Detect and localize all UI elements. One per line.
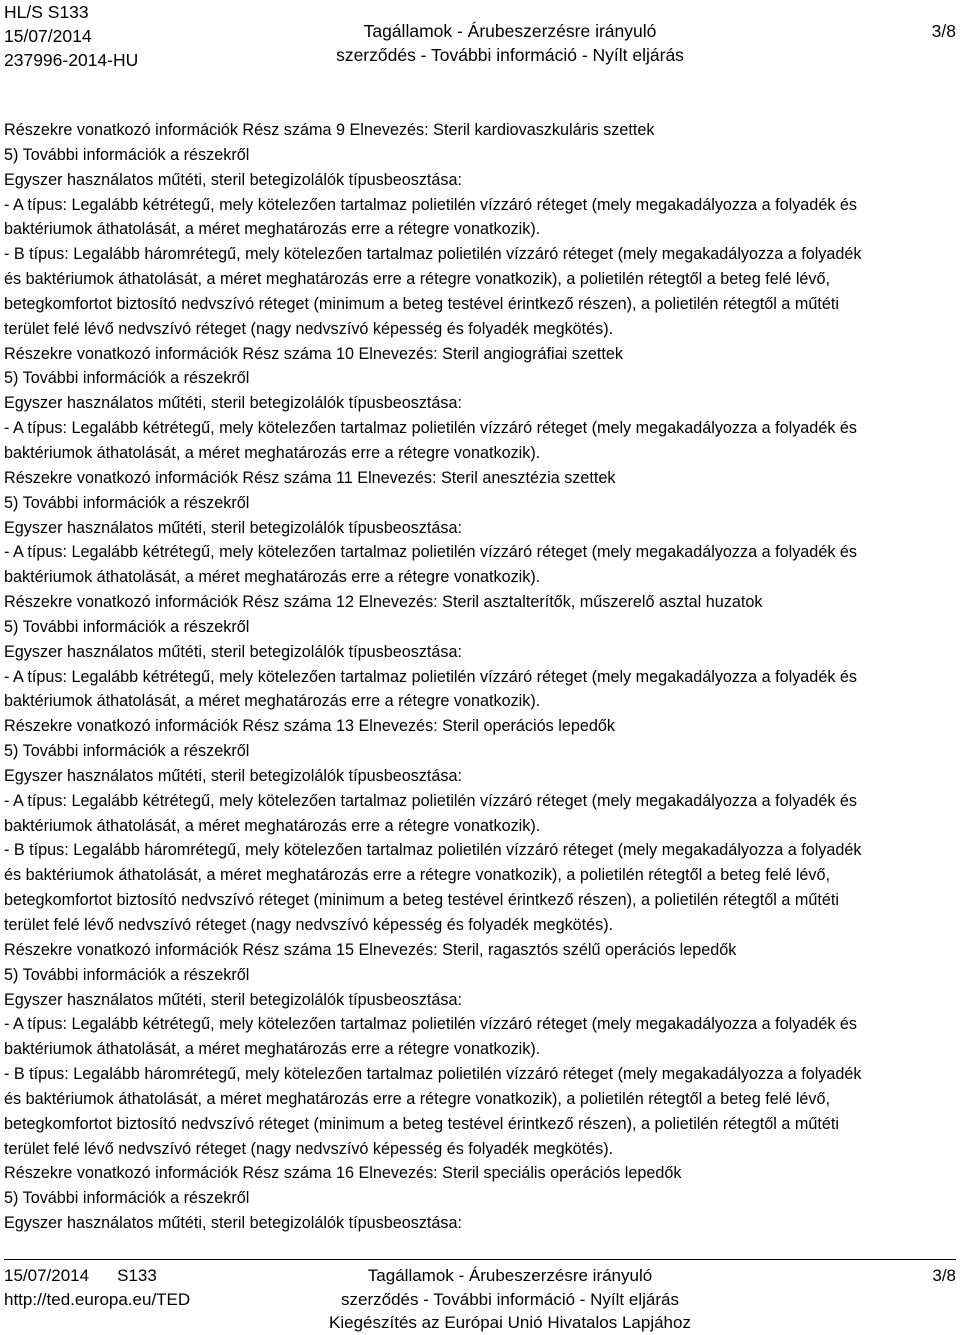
body-line: betegkomfortot biztosító nedvszívó réteget (minimum a beteg testével érintkező részen), a polietilén rétegtől a műtéti [4, 1114, 839, 1133]
body-line: és baktériumok áthatolását, a méret meghatározás erre a rétegre vonatkozik), a polietilén rétegtől a beteg felé lévő, [4, 866, 831, 885]
body-line: baktériumok áthatolását, a méret meghatározás erre a rétegre vonatkozik). [4, 692, 541, 711]
footer-date: 15/07/2014 [4, 1266, 90, 1285]
body-line: 5) További információk a részekről [4, 493, 250, 512]
body-line: Egyszer használatos műtéti, steril betegizolálók típusbeosztása: [4, 1214, 462, 1233]
footer-series: S133 [117, 1266, 157, 1285]
footer-left [4, 1264, 190, 1311]
body-line: és baktériumok áthatolását, a méret meghatározás erre a rétegre vonatkozik), a polietilén rétegtől a beteg felé lévő, [4, 1089, 831, 1108]
page-header [0, 0, 960, 72]
body-line: baktériumok áthatolását, a méret meghatározás erre a rétegre vonatkozik). [4, 1040, 541, 1059]
body-line: - B típus: Legalább háromrétegű, mely kötelezően tartalmaz polietilén vízzáró réteget (mely megakadályozza a folyadék [4, 841, 862, 860]
body-line: 5) További információk a részekről [4, 742, 250, 761]
footer-title [240, 1264, 780, 1335]
body-line: Egyszer használatos műtéti, steril betegizolálók típusbeosztása: [4, 170, 462, 189]
footer-page-number: 3/8 [932, 1266, 956, 1285]
body-line: baktériumok áthatolását, a méret meghatározás erre a rétegre vonatkozik). [4, 443, 541, 462]
body-line: Részekre vonatkozó információk Rész száma 11 Elnevezés: Steril anesztézia szettek [4, 468, 616, 487]
body-line: - A típus: Legalább kétrétegű, mely kötelezően tartalmaz polietilén vízzáró réteget (mely megakadályozza a folyadék és [4, 195, 858, 214]
body-line: baktériumok áthatolását, a méret meghatározás erre a rétegre vonatkozik). [4, 568, 541, 587]
body-line: 5) További információk a részekről [4, 145, 250, 164]
body-line: Egyszer használatos műtéti, steril betegizolálók típusbeosztása: [4, 394, 462, 413]
footer-title-line3: Kiegészítés az Európai Unió Hivatalos Lapjához [329, 1313, 691, 1332]
body-line: - A típus: Legalább kétrétegű, mely kötelezően tartalmaz polietilén vízzáró réteget (mely megakadályozza a folyadék és [4, 791, 858, 810]
header-title-line1: Tagállamok - Árubeszerzésre irányuló [363, 21, 657, 41]
body-line: terület felé lévő nedvszívó réteget (nagy nedvszívó képesség és folyadék megkötés). [4, 319, 614, 338]
body-line: Egyszer használatos műtéti, steril betegizolálók típusbeosztása: [4, 990, 462, 1009]
body-line: terület felé lévő nedvszívó réteget (nagy nedvszívó képesség és folyadék megkötés). [4, 916, 614, 934]
header-date: 15/07/2014 [4, 26, 92, 46]
body-line: betegkomfortot biztosító nedvszívó réteget (minimum a beteg testével érintkező részen), a polietilén rétegtől a műtéti [4, 891, 839, 910]
body-line: Egyszer használatos műtéti, steril betegizolálók típusbeosztása: [4, 766, 462, 785]
body-line: betegkomfortot biztosító nedvszívó réteget (minimum a beteg testével érintkező részen), a polietilén rétegtől a műtéti [4, 294, 839, 313]
header-title-line2: szerződés - További információ - Nyílt eljárás [336, 45, 684, 65]
body-line: baktériumok áthatolását, a méret meghatározás erre a rétegre vonatkozik). [4, 220, 541, 239]
footer-title-line1: Tagállamok - Árubeszerzésre irányuló [367, 1266, 653, 1285]
body-line: 5) További információk a részekről [4, 617, 250, 636]
body-line: - B típus: Legalább háromrétegű, mely kötelezően tartalmaz polietilén vízzáró réteget (mely megakadályozza a folyadék [4, 245, 862, 264]
body-line: - A típus: Legalább kétrétegű, mely kötelezően tartalmaz polietilén vízzáró réteget (mely megakadályozza a folyadék és [4, 1015, 858, 1034]
body-line: - A típus: Legalább kétrétegű, mely kötelezően tartalmaz polietilén vízzáró réteget (mely megakadályozza a folyadék és [4, 667, 858, 686]
header-page-number: 3/8 [931, 21, 956, 41]
page-footer [0, 1264, 960, 1334]
body-line: és baktériumok áthatolását, a méret meghatározás erre a rétegre vonatkozik), a polietilén rétegtől a beteg felé lévő, [4, 270, 831, 289]
header-title [240, 19, 780, 67]
body-line: - B típus: Legalább háromrétegű, mely kötelezően tartalmaz polietilén vízzáró réteget (mely megakadályozza a folyadék [4, 1065, 862, 1084]
body-line: Egyszer használatos műtéti, steril betegizolálók típusbeosztása: [4, 642, 462, 661]
document-body [4, 118, 956, 1236]
body-line: Egyszer használatos műtéti, steril betegizolálók típusbeosztása: [4, 518, 462, 537]
footer-title-line2: szerződés - További információ - Nyílt eljárás [341, 1289, 679, 1309]
footer-url: http://ted.europa.eu/TED [4, 1289, 191, 1309]
body-line: 5) További információk a részekről [4, 1189, 250, 1208]
body-line: Részekre vonatkozó információk Rész száma 15 Elnevezés: Steril, ragasztós szélű operációs lepedők [4, 940, 737, 959]
body-line: Részekre vonatkozó információk Rész száma 13 Elnevezés: Steril operációs lepedők [4, 717, 615, 736]
body-line: Részekre vonatkozó információk Rész száma 10 Elnevezés: Steril angiográfiai szettek [4, 344, 624, 363]
header-doc-id: 237996-2014-HU [4, 50, 139, 70]
footer-divider [4, 1259, 956, 1260]
body-line: 5) További információk a részekről [4, 369, 250, 388]
header-left [4, 0, 138, 72]
body-line: - A típus: Legalább kétrétegű, mely kötelezően tartalmaz polietilén vízzáró réteget (mely megakadályozza a folyadék és [4, 543, 858, 562]
body-line: Részekre vonatkozó információk Rész száma 12 Elnevezés: Steril asztalterítők, műszerelő asztal huzatok [4, 593, 763, 612]
body-line: Részekre vonatkozó információk Rész száma 9 Elnevezés: Steril kardiovaszkuláris szettek [4, 121, 655, 139]
body-line: - A típus: Legalább kétrétegű, mely kötelezően tartalmaz polietilén vízzáró réteget (mely megakadályozza a folyadék és [4, 419, 858, 438]
header-code: HL/S S133 [4, 2, 89, 22]
body-line: 5) További információk a részekről [4, 965, 250, 984]
body-line: Részekre vonatkozó információk Rész száma 16 Elnevezés: Steril speciális operációs lepedők [4, 1164, 682, 1183]
body-line: baktériumok áthatolását, a méret meghatározás erre a rétegre vonatkozik). [4, 816, 541, 835]
body-line: terület felé lévő nedvszívó réteget (nagy nedvszívó képesség és folyadék megkötés). [4, 1139, 614, 1158]
